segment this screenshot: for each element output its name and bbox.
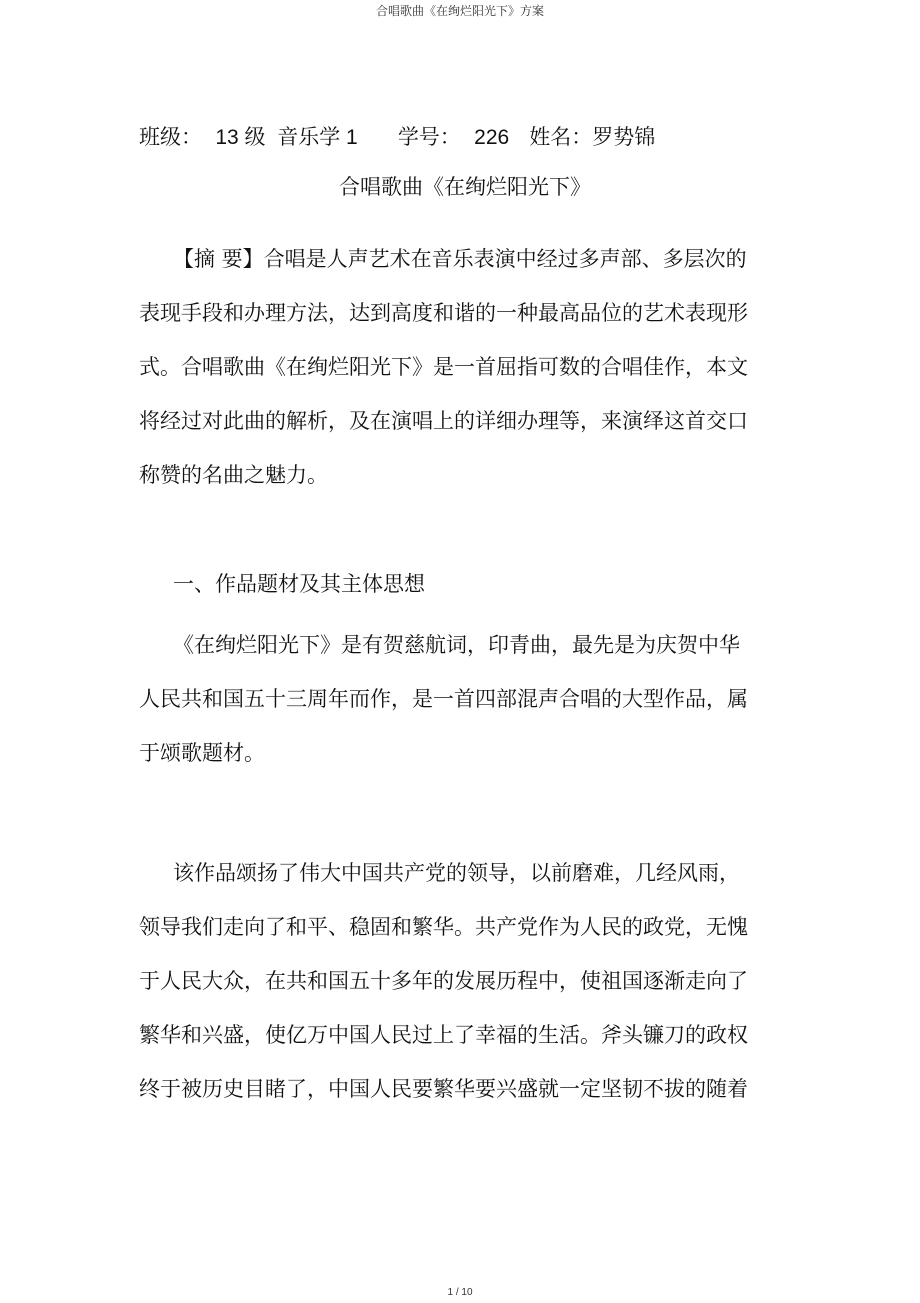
paragraph-line: 领导我们走向了和平、稳固和繁华。共产党作为人民的政党，无愧 — [139, 915, 748, 939]
abstract-line: 将经过对此曲的解析，及在演唱上的详细办理等，来演绎这首交口 — [139, 409, 748, 433]
abstract-line: 式。合唱歌曲《在绚烂阳光下》是一首屈指可数的合唱佳作，本文 — [139, 355, 748, 379]
student-info-line — [139, 122, 655, 153]
paragraph-line: 于人民大众，在共和国五十多年的发展历程中，使祖国逐渐走向了 — [139, 969, 748, 993]
abstract-line: 称赞的名曲之魅力。 — [139, 463, 328, 487]
class-label: 班级： — [139, 125, 202, 149]
name-label: 姓名： — [529, 125, 593, 149]
document-title: 合唱歌曲《在绚烂阳光下》 — [339, 175, 591, 199]
abstract-paragraph — [139, 232, 748, 502]
body-paragraph — [139, 618, 748, 780]
paragraph-line: 于颂歌题材。 — [139, 741, 265, 765]
paragraph-line: 人民共和国五十三周年而作，是一首四部混声合唱的大型作品，属 — [139, 687, 748, 711]
running-header: 合唱歌曲《在绚烂阳光下》方案 — [375, 4, 544, 18]
abstract-line: 表现手段和办理方法，达到高度和谐的一种最高品位的艺术表现形 — [139, 301, 748, 325]
class-value: 13 级 音乐学 1 — [215, 126, 358, 149]
paragraph-line: 繁华和兴盛，使亿万中国人民过上了幸福的生活。斧头镰刀的政权 — [139, 1023, 748, 1047]
paragraph-line: 该作品颂扬了伟大中国共产党的领导，以前磨难，几经风雨， — [173, 861, 740, 885]
section-heading: 一、作品题材及其主体思想 — [173, 572, 425, 596]
page-number: 1 / 10 — [447, 1287, 473, 1298]
paragraph-line: 终于被历史目睹了，中国人民要繁华要兴盛就一定坚韧不拔的随着 — [139, 1077, 748, 1101]
student-id-value: 226 — [474, 126, 510, 149]
name-value: 罗势锦 — [592, 125, 656, 149]
abstract-label: 【摘 要】 — [173, 247, 264, 271]
paragraph-line: 《在绚烂阳光下》是有贺慈航词，印青曲，最先是为庆贺中华 — [173, 633, 740, 657]
body-paragraph — [139, 846, 748, 1116]
abstract-line: 【摘 要】合唱是人声艺术在音乐表演中经过多声部、多层次的 — [173, 247, 747, 271]
student-id-label: 学号： — [397, 125, 461, 149]
